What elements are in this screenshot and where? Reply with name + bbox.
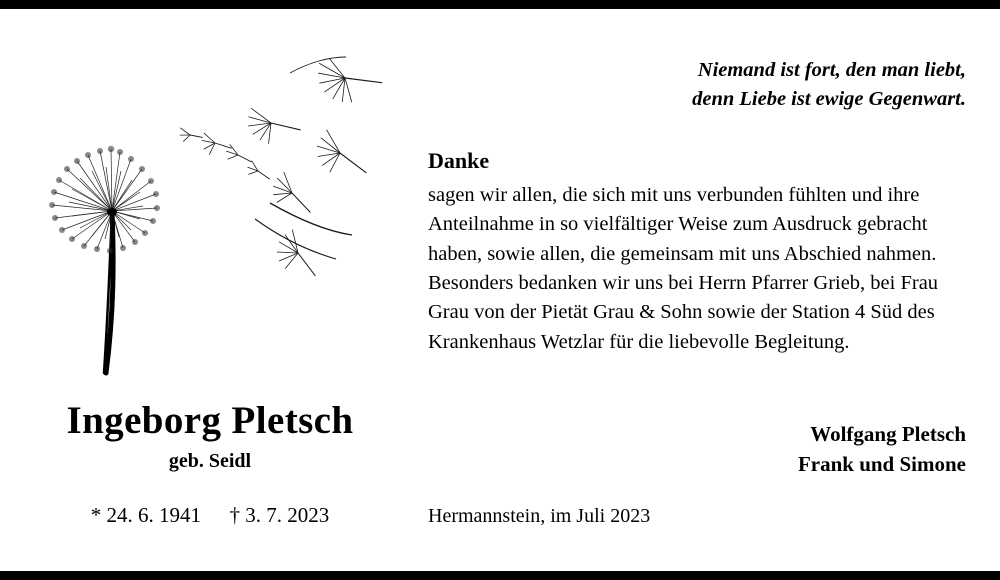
signer-primary: Wolfgang Pletsch bbox=[810, 422, 966, 446]
thanks-paragraph-2: Besonders bedanken wir uns bei Herrn Pfarrer Grieb, bei Frau Grau von der Pietät Grau & Sohn sowie der Station 4 Süd des Krankenhaus Wetzlar für die liebevolle Begleitung. bbox=[428, 271, 939, 353]
top-border-rule bbox=[0, 0, 1000, 9]
deceased-maiden-name: geb. Seidl bbox=[168, 449, 252, 472]
thanks-body bbox=[428, 181, 963, 357]
signers-block bbox=[798, 419, 966, 480]
quote-line-1: Niemand ist fort, den man liebt, bbox=[697, 59, 966, 81]
bottom-border-rule bbox=[0, 571, 1000, 580]
memorial-quote bbox=[692, 56, 966, 114]
birth-date: * 24. 6. 1941 bbox=[90, 503, 201, 527]
thanks-heading: Danke bbox=[428, 148, 490, 173]
dandelion-svg bbox=[40, 23, 400, 393]
thanks-paragraph-1: sagen wir allen, die sich mit uns verbunden fühlten und ihre Anteilnahme in so vielfältiger Weise zum Ausdruck gebracht haben, sowie allen, die gemeinsam mit uns Abschied nahmen. bbox=[428, 184, 937, 265]
deceased-name: Ingeborg Pletsch bbox=[66, 399, 354, 442]
quote-line-2: denn Liebe ist ewige Gegenwart. bbox=[692, 88, 966, 111]
deceased-block bbox=[0, 401, 420, 473]
death-date: † 3. 7. 2023 bbox=[229, 503, 330, 527]
card-content bbox=[0, 9, 1000, 571]
life-dates bbox=[0, 503, 420, 528]
place-and-date: Hermannstein, im Juli 2023 bbox=[428, 505, 651, 527]
dandelion-illustration bbox=[40, 23, 400, 393]
signer-secondary: Frank und Simone bbox=[797, 452, 966, 477]
